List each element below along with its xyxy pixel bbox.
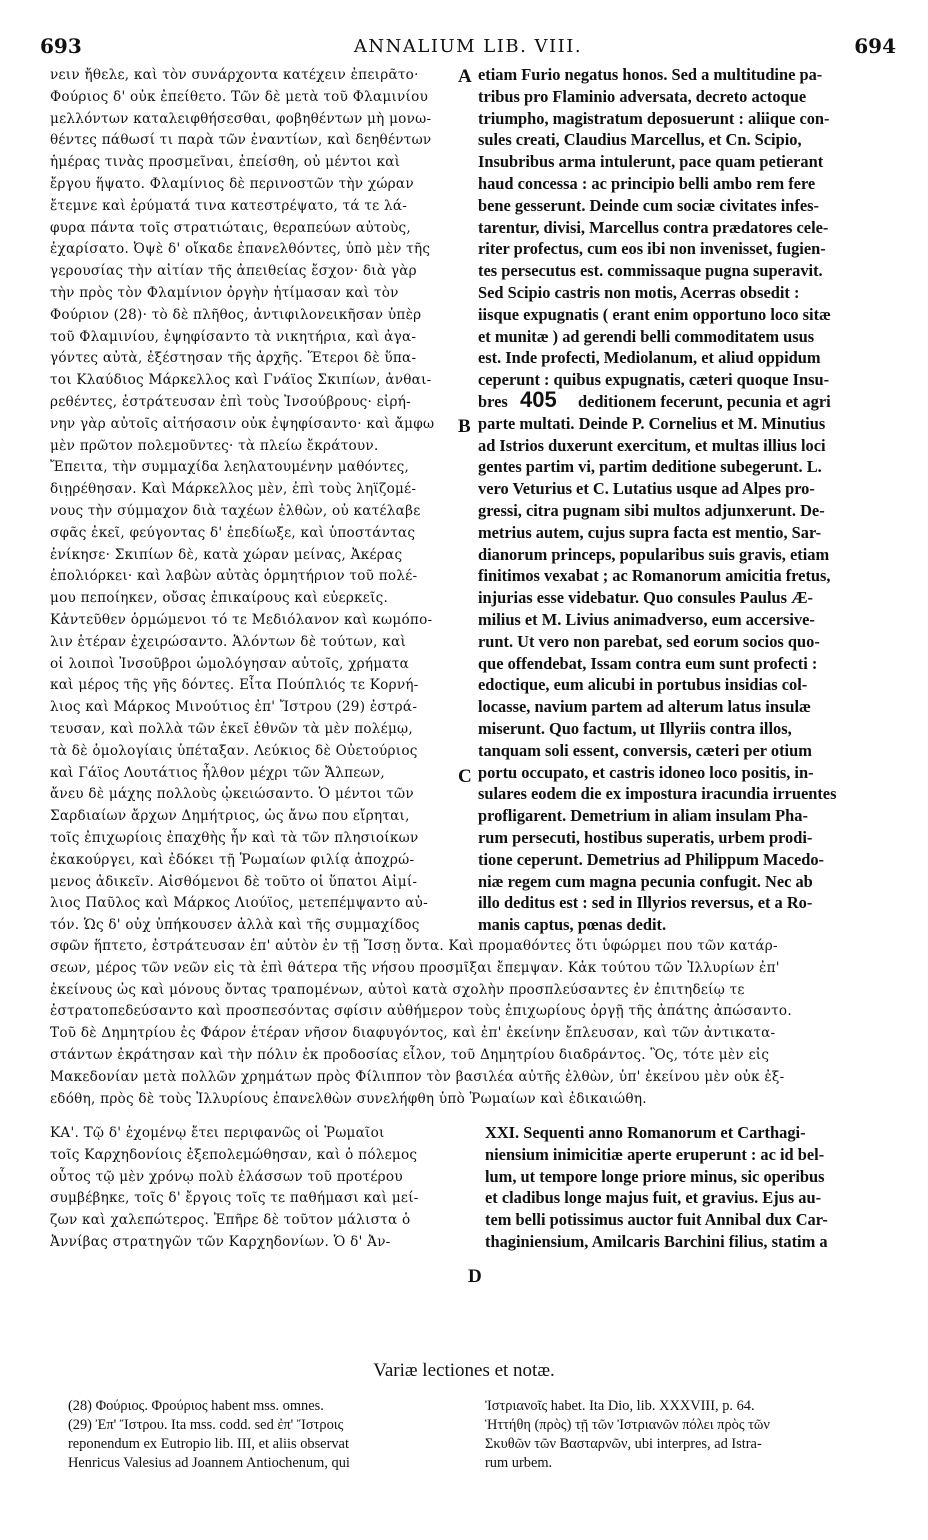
latin-line: niensium inimicitiæ aperte eruperunt : ac id bel- [485, 1144, 825, 1164]
greek-line: ἔτεμνε καὶ ἐρύματά τινα κατεστρέψατο, τά τε λά- [50, 197, 408, 214]
greek-line: τόν. Ὡς δ' οὐχ ὑπήκουσεν ἀλλὰ καὶ τῆς συμμαχίδος [50, 917, 420, 934]
latin-line: sules creati, Claudius Marcellus, et Cn. Scipio, [478, 130, 802, 150]
greek-line: ἐκακούργει, καὶ ἐδόκει τῇ Ῥωμαίων φιλίᾳ ἀποχρώ- [50, 851, 415, 868]
notes-heading: Variæ lectiones et notæ. [373, 1360, 555, 1381]
latin-line: ad Istrios duxerunt exercitum, et multas illius loci [478, 435, 826, 455]
footnote-line: Henricus Valesius ad Joannem Antiochenum, qui [68, 1455, 350, 1471]
latin-line: rum persecuti, hostibus superatis, urbem prodi- [478, 828, 813, 847]
greek-line: ΚΑ'. Τῷ δ' ἐχομένῳ ἔτει περιφανῶς οἱ Ῥωμαῖοι [50, 1125, 385, 1141]
greek-line: νην γὰρ αὐτοῖς αἰτήσασιν οὐκ ἐψηφίσαντο· καὶ ἄμφω [50, 415, 435, 432]
greek-line: τοῖς Καρχηδονίοις ἐξεπολεμώθησαν, καὶ ὁ πόλεμος [50, 1146, 418, 1163]
footnote-line: (29) Ἐπ' Ἴστρου. Ita mss. codd. sed ἐπ' Ἴστροις [68, 1417, 344, 1433]
greek-line: διῃρέθησαν. Καὶ Μάρκελλος μὲν, ἐπὶ τοὺς ληϊζομέ- [50, 481, 417, 498]
latin-line: portu occupato, et castris idoneo loco positis, in- [478, 762, 814, 782]
greek-line: θέντες πάθωσί τι παρὰ τῶν ἐναντίων, καὶ δεηθέντων [50, 132, 432, 149]
latin-line: tem belli potissimus auctor fuit Annibal dux Car- [485, 1210, 828, 1230]
marginal-number: 405 [520, 389, 557, 411]
greek-line: ἐπολιόρκει· καὶ λαβὼν αὐτὰς ὁρμητήριον τοῦ πολέ- [50, 568, 418, 585]
latin-line: tione ceperunt. Demetrius ad Philippum Macedo- [478, 849, 824, 869]
greek-line: καὶ μέρος τῆς γῆς δόντες. Εἶτα Πούπλιός τε Κορνή- [50, 677, 419, 694]
latin-line: tes persecutus est. commissaque pugna superavit. [478, 261, 823, 281]
latin-line: dianorum princeps, popularibus suis gravis, etiam [478, 544, 830, 564]
latin-line: etiam Furio negatus honos. Sed a multitudine pa- [478, 65, 823, 84]
latin-line: niæ regem cum magna pecunia confugit. Nec ab [478, 871, 813, 891]
latin-line: bene gesserunt. Deinde cum sociæ civitates infes- [478, 195, 819, 215]
greek-line: ἐνίκησε· Σκιπίων δὲ, κατὰ χώραν μείνας, Ἀκέρας [50, 546, 403, 563]
footnote-line: Ἰστριανοῖς habet. Ita Dio, lib. XXXVIII, p. 64. [485, 1398, 755, 1414]
latin-line: edoctique, eum alicubi in portubus insidias col- [478, 675, 808, 695]
latin-line: iisque expugnatis ( erant enim opportuno loco sitæ [478, 304, 831, 324]
margin-letter-d: D [468, 1266, 482, 1287]
latin-line: manis captus, pœnas dedit. [478, 915, 667, 935]
latin-line: milius et M. Livius animadverso, eum accersive- [478, 610, 815, 629]
margin-letter-b: B [458, 416, 471, 437]
greek-line: Κἀντεῦθεν ὁρμώμενοι τό τε Μεδιόλανον καὶ κωμόπο- [50, 612, 433, 628]
page-number-left: 693 [40, 34, 82, 58]
greek-line-full: στάντων ἐκράτησαν καὶ τὴν πόλιν ἐκ προδοσίας εἷλον, τοῦ Δημητρίου διαδράντος. Ὃς, τότε μὲν εἰς [50, 1047, 770, 1063]
greek-line: τευσαν, καὶ πολλὰ τῶν ἐκεῖ ἐθνῶν τὰ μὲν πολέμῳ, [50, 721, 413, 737]
greek-line: λιος καὶ Μάρκος Μινούτιος ἐπ' Ἴστρου (29) ἐστρά- [50, 699, 418, 716]
greek-line: Ἔπειτα, τὴν συμμαχίδα λεηλατουμένην μαθόντες, [50, 459, 410, 476]
latin-line: injurias esse videbatur. Quo consules Paulus Æ- [478, 588, 813, 608]
latin-line: tarentur, divisi, Marcellus contra prædatores cele- [478, 217, 829, 237]
latin-line: triumpho, magistratum deposuerunt : aliique con- [478, 108, 830, 128]
margin-letter-a: A [458, 66, 472, 87]
greek-line: Φούριος δ' οὐκ ἐπείθετο. Τῶν δὲ μετὰ τοῦ Φλαμινίου [50, 88, 429, 105]
latin-line: locasse, navium partem ad alterum latus insulæ [478, 697, 811, 717]
greek-line: οὗτος τῷ μὲν χρόνῳ πολὺ ἐλάσσων τοῦ προτέρου [50, 1168, 403, 1185]
greek-line: μενος ἀδικεῖν. Αἰσθόμενοι δὲ τοῦτο οἱ ὕπατοι Αἰμί- [50, 873, 418, 890]
page-number-right: 694 [854, 34, 896, 58]
greek-line: τὴν πρὸς τὸν Φλαμίνιον ὀργὴν ἠτίμασαν καὶ τὸν [50, 285, 399, 301]
latin-line: Insubribus arma intulerunt, pace quam petierant [478, 152, 824, 172]
greek-line-full: εδόθη, πρὸς δὲ τοὺς Ἰλλυρίους ἐπανελθὼν συνελήφθη ὑπὸ Ῥωμαίων καὶ ἐδικαιώθη. [50, 1090, 647, 1107]
latin-line: tribus pro Flaminio adversata, decreto actoque [478, 86, 807, 106]
latin-line: gentes partim vi, partim deditione subegerunt. L. [478, 457, 822, 477]
latin-line: metrius autem, cujus supra facta est mentio, Sar- [478, 522, 822, 542]
latin-line: Sed Scipio castris non motis, Acerras obsedit : [478, 283, 800, 302]
footnote-line: (28) Φούριος. Φρούριος habent mss. omnes. [68, 1398, 324, 1414]
greek-line: τοι Κλαύδιος Μάρκελλος καὶ Γνάϊος Σκιπίων, ἀνθαι- [50, 372, 432, 389]
greek-line: σφᾶς ἐκεῖ, φεύγοντας δ' ἐπεδίωξε, καὶ ὑποστάντας [50, 524, 416, 541]
greek-line-full: ἐστρατοπεδεύσαντο καὶ προσπεσόντας σφίσιν αὐθήμερον τοὺς ἐπιχωρίους ὀργῇ τῆς ἀπάτης ἀπώσαντο. [50, 1003, 792, 1020]
greek-line: μελλόντων καταλειφθήσεσθαι, φοβηθέντων μὴ μονω- [50, 110, 432, 127]
footnote-line: reponendum ex Eutropio lib. III, et aliis observat [68, 1436, 349, 1452]
greek-line: τὰ δὲ ὁμολογίαις ὑπέταξαν. Λεύκιος δὲ Οὐετούριος [50, 742, 418, 759]
greek-line: Φούριον (28)· τὸ δὲ πλῆθος, ἀντιφιλονεικῆσαν ὑπὲρ [50, 306, 422, 323]
latin-line: gressi, citra pugnam sibi multos adjunxerunt. De- [478, 501, 825, 520]
latin-line: bres [478, 392, 508, 411]
greek-line: νειν ἤθελε, καὶ τὸν συνάρχοντα κατέχειν ἐπειρᾶτο· [50, 67, 419, 83]
latin-line: finitimos vexabat ; ac Romanorum amicitia fretus, [478, 566, 831, 586]
greek-line-full: ἐκείνους ὡς καὶ μόνους ὄντας τραπομένων, αὐτοὶ κατὰ σχολὴν προσπλεύσαντες ἐν ἐπιτηδείῳ τε [50, 981, 745, 998]
greek-line: Σαρδιαίων ἄρχων Δημήτριος, ὡς ἄνω που εἴρηται, [50, 808, 410, 825]
latin-line: parte multati. Deinde P. Cornelius et M. Minutius [478, 413, 826, 433]
latin-line: est. Inde profecti, Mediolanum, et aliud oppidum [478, 348, 821, 368]
greek-line: λιος Παῦλος καὶ Μάρκος Λιούϊος, μετεπέμψαντο αὐ- [50, 895, 428, 912]
latin-line: lum, ut tempore longe priore minus, sic operibus [485, 1166, 825, 1186]
greek-line-full: σφῶν ἥπτετο, ἐστράτευσαν ἐπ' αὐτὸν ἐν τῇ Ἴσσῃ ὄντα. Καὶ προμαθόντες ὅτι ὑφώρμει που τῶν κατάρ- [50, 938, 778, 954]
greek-line: τοῖς ἐπιχωρίοις ἐπαχθὴς ἦν καὶ τὰ τῶν πλησιοίκων [50, 830, 419, 846]
footnote-line: rum urbem. [485, 1455, 553, 1471]
greek-line: τοῦ Φλαμινίου, ἐψηφίσαντο τὰ νικητήρια, καὶ ἀγα- [50, 328, 417, 345]
latin-line: runt. Ut vero non parebat, sed eorum socios quo- [478, 631, 820, 651]
greek-line: ἄνευ δὲ μάχης πολλοὺς ᾠκειώσαντο. Ὁ μέντοι τῶν [50, 786, 414, 803]
greek-line-full: σεων, μέρος τῶν νεῶν εἰς τὰ ἐπὶ θάτερα τῆς νήσου προσμῖξαι ἔπεμψαν. Κἀκ τούτου τῶν Ἰλλυρίων ἐπ' [50, 959, 780, 976]
greek-line: γερουσίας τὴν αἰτίαν τῆς ἀπειθείας ἔσχον· διὰ γὰρ [50, 263, 417, 280]
latin-line: sulares eodem die ex impostura iracundia irruentes [478, 784, 837, 804]
footnote-line: Σκυθῶν τῶν Βασταρνῶν, ubi interpres, ad Istra- [485, 1436, 762, 1452]
latin-line: et cladibus longe majus fuit, et gravius. Ejus au- [485, 1188, 822, 1208]
latin-line: tanquam soli essent, conversis, cæteri per otium [478, 740, 812, 760]
latin-line: ceperunt : quibus expugnatis, cæteri quoque Insu- [478, 370, 830, 390]
greek-line: οἱ λοιποὶ Ἰνσοῦβροι ὡμολόγησαν αὐτοῖς, χρήματα [50, 655, 410, 672]
greek-line: λιν ἑτέραν ἐχειρώσαντο. Ἁλόντων δὲ τούτων, καὶ [50, 633, 407, 650]
margin-letter-c: C [458, 766, 472, 787]
greek-line: καὶ Γάϊος Λουτάτιος ἦλθον μέχρι τῶν Ἄλπεων, [50, 764, 385, 781]
latin-line: deditionem fecerunt, pecunia et agri [578, 392, 831, 411]
greek-line-full: Μακεδονίαν μετὰ πολλῶν χρημάτων πρὸς Φίλιππον τὸν βασιλέα αὐτῆς ἐλθὼν, ὑπ' ἐκείνου μὲν οὐκ ἐξ- [50, 1068, 785, 1085]
latin-line: et munitæ ) ad gerendi belli commoditatem usus [478, 326, 815, 346]
greek-line: ἐχαρίσατο. Ὀψὲ δ' οἴκαδε ἐπανελθόντες, ὑπὸ μὲν τῆς [50, 241, 431, 258]
footnote-line: Ἡττήθη (πρὸς) τῇ τῶν Ἰστριανῶν πόλει πρὸς τῶν [485, 1417, 770, 1433]
latin-line: miserunt. Quo factum, ut Illyriis contra illos, [478, 719, 792, 738]
latin-line: illo deditus est : sed in Illyrios reversus, et a Ro- [478, 893, 813, 913]
greek-line: ἡμέρας τινὰς προσμεῖναι, ἐπείσθη, οὐ μέντοι καὶ [50, 154, 401, 171]
greek-line-full: Τοῦ δὲ Δημητρίου ἐς Φάρον ἑτέραν νῆσον διαφυγόντος, καὶ ἐπ' ἐκείνην ἔπλευσαν, καὶ τῶν ἀντικατα- [50, 1025, 776, 1042]
latin-line: riter profectus, cum eos ibi non invenisset, fugien- [478, 239, 826, 259]
latin-line: que offendebat, Issam contra eum sunt profecti : [478, 653, 818, 673]
latin-line: profligarent. Demetrium in aliam insulam Pha- [478, 806, 808, 826]
greek-line: μου πεποίηκεν, οὔσας ἐπικαίρους καὶ εὐερκεῖς. [50, 590, 389, 607]
latin-line: vero Veturius et C. Lutatius usque ad Alpes pro- [478, 479, 815, 499]
greek-line: ζων καὶ χαλεπώτερος. Ἐπῆρε δὲ τοῦτον μάλιστα ὁ [50, 1212, 411, 1229]
greek-line: ρεθέντες, ἐστράτευσαν ἐπὶ τοὺς Ἰνσούβρους· εἰρή- [50, 394, 411, 410]
latin-line: XXI. Sequenti anno Romanorum et Carthagi- [485, 1123, 806, 1142]
greek-line: γόντες αὐτὰ, ἐξέστησαν τῆς ἀρχῆς. Ἕτεροι δὲ ὕπα- [50, 350, 417, 367]
greek-line: Ἀννίβας στρατηγῶν τῶν Καρχηδονίων. Ὁ δ' Ἀν- [50, 1234, 391, 1250]
greek-line: μὲν πρῶτον πολεμοῦντες· τὰ πλείω ἔκράτουν. [50, 437, 379, 454]
greek-line: ἔργου ἥψατο. Φλαμίνιος δὲ περινοστῶν τὴν χώραν [50, 176, 414, 192]
running-title: ANNALIUM LIB. VIII. [353, 36, 583, 57]
greek-line: νους τὴν σύμμαχον διὰ ταχέων ἐλθὼν, οὐ κατέλαβε [50, 503, 421, 519]
greek-line: φυρα πάντα τοῖς στρατιώταις, θεραπεύων αὐτοὺς, [50, 219, 411, 236]
latin-line: haud concessa : ac principio belli ambo rem fere [478, 174, 816, 193]
latin-line: thaginiensium, Amilcaris Barchini filius, statim a [485, 1232, 828, 1251]
greek-line: συμβέβηκε, τοῖς δ' ἔργοις τοῖς τε παθήμασι καὶ μεί- [50, 1190, 419, 1207]
